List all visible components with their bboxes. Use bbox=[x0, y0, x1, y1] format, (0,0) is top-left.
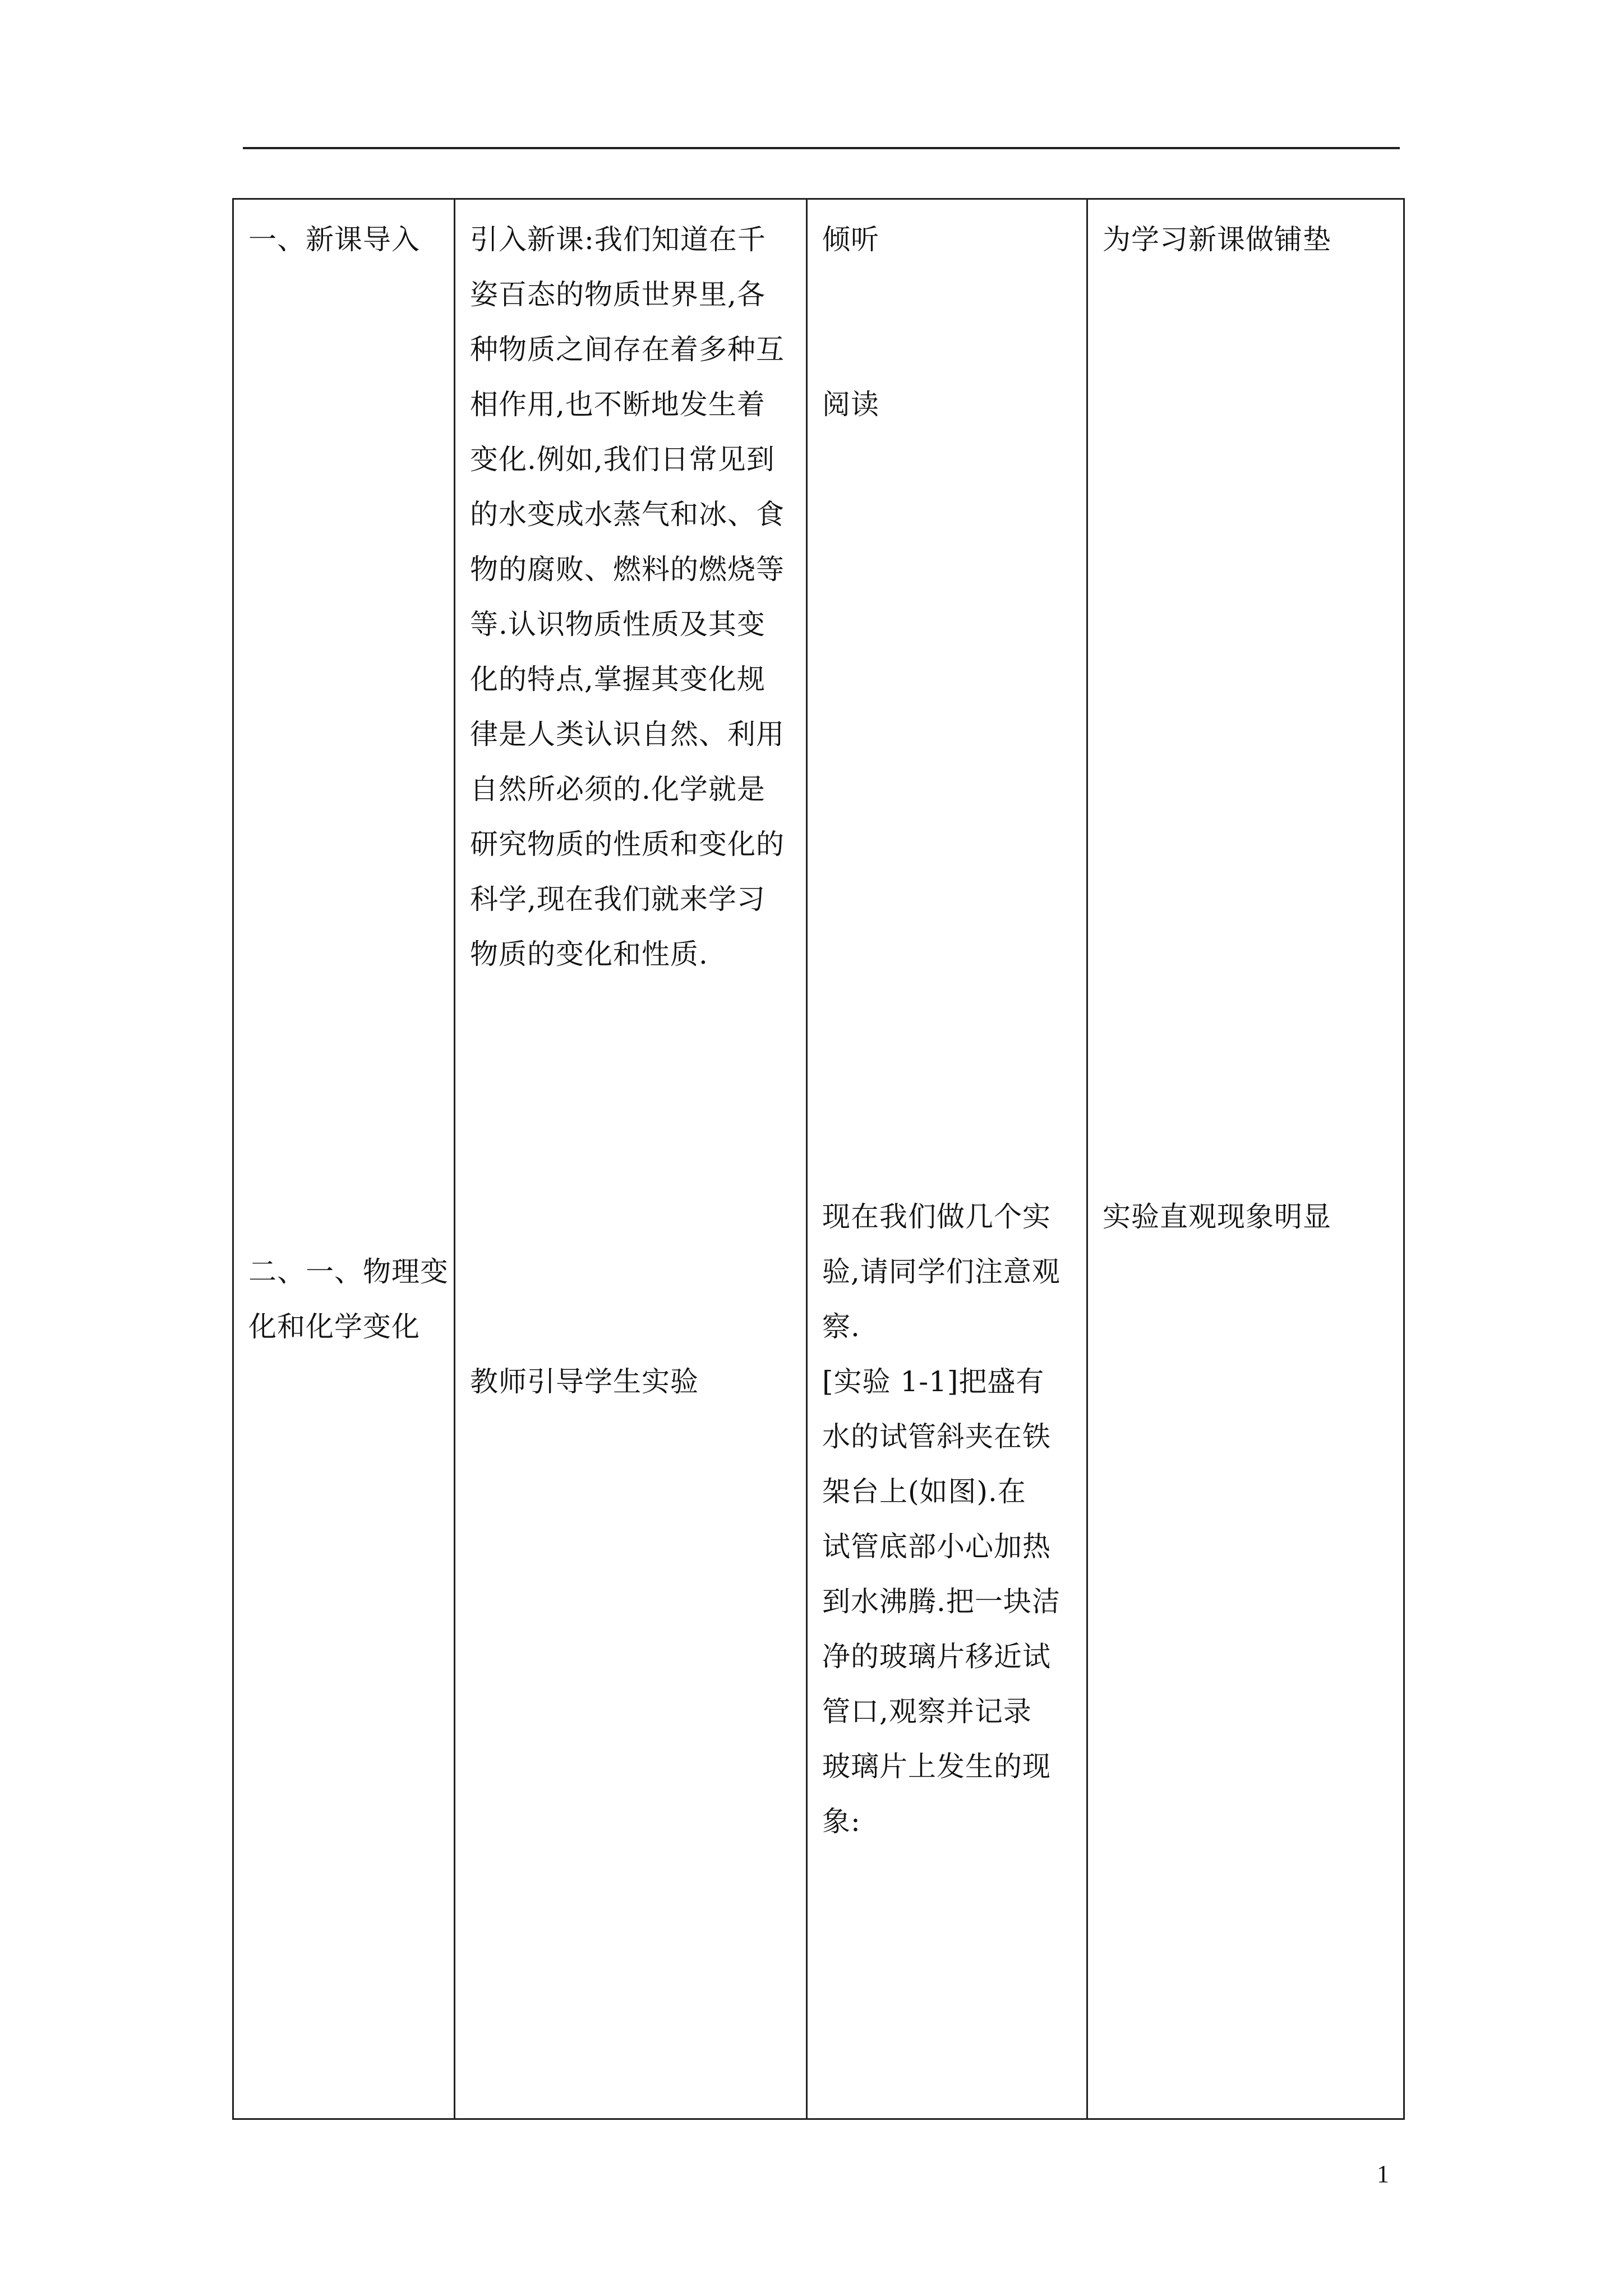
student-read-text: 阅读 bbox=[822, 388, 879, 421]
purpose-experiment-text: 实验直观现象明显 bbox=[1103, 1200, 1331, 1233]
design-intent-column bbox=[1087, 199, 1404, 2119]
teacher-guide-text: 教师引导学生实验 bbox=[470, 1365, 699, 1398]
student-activity-column bbox=[807, 199, 1087, 2119]
teacher-intro-text: 引入新课:我们知道在千 姿百态的物质世界里,各 种物质之间存在着多种互 相作用,也不断地发生着 变化.例如,我们日常见到 的水变成水蒸气和冰、食 物的腐败、燃料的燃烧等 等.认识物质性质及其变 化的特点,掌握其变化规 律是人类认识自然、利用 自然所必须的.化学就是 研究物质的性质和变化的 科学,现在我们就来学习 物质的变化和性质. bbox=[470, 223, 785, 970]
experiment-text: 现在我们做几个实 验,请同学们注意观 察. [实验 1-1]把盛有 水的试管斜夹在铁 架台上(如图).在 试管底部小心加热 到水沸腾.把一块洁 净的玻璃片移近试 管口,观察并记录 玻璃片上发生的现 象: bbox=[822, 1200, 1061, 1838]
header-rule bbox=[243, 147, 1400, 149]
section-physical-chemical-change: 二、一、物理变 化和化学变化 bbox=[248, 1255, 449, 1343]
stage-column bbox=[233, 199, 455, 2119]
student-listen-text: 倾听 bbox=[822, 223, 879, 256]
page-number: 1 bbox=[1377, 2160, 1389, 2188]
section-new-lesson-intro: 一、新课导入 bbox=[248, 223, 420, 256]
table-row bbox=[233, 199, 1404, 2119]
purpose-foundation-text: 为学习新课做铺垫 bbox=[1103, 223, 1331, 256]
teacher-activity-column bbox=[455, 199, 807, 2119]
lesson-plan-table bbox=[232, 198, 1405, 2120]
